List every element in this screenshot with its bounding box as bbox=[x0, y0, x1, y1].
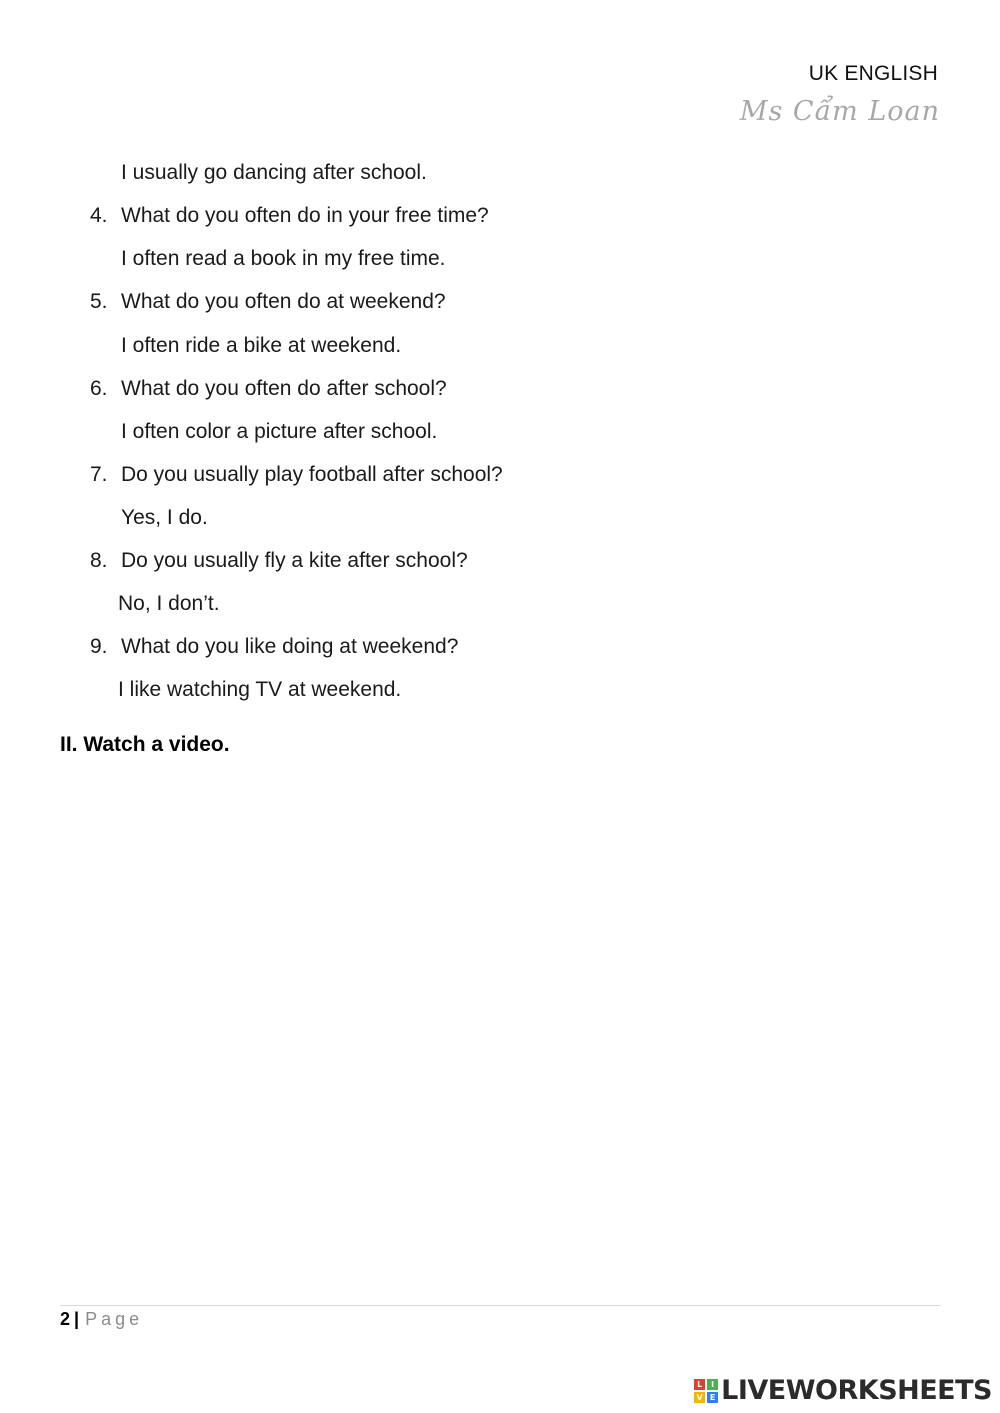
answer-line-5: I often ride a bike at weekend. bbox=[121, 334, 402, 357]
answer-line-6: I often color a picture after school. bbox=[121, 420, 438, 443]
question-line-6: What do you often do after school? bbox=[121, 377, 447, 400]
question-number-9: 9. bbox=[90, 635, 108, 658]
page-footer bbox=[60, 1309, 143, 1330]
section-heading: II. Watch a video. bbox=[60, 733, 230, 756]
liveworksheets-wordmark: LIVEWORKSHEETS bbox=[721, 1375, 992, 1406]
liveworksheets-brand[interactable] bbox=[694, 1375, 992, 1406]
liveworksheets-logo-icon bbox=[694, 1379, 718, 1403]
question-number-4: 4. bbox=[90, 204, 108, 227]
page-label: Page bbox=[85, 1309, 144, 1329]
answer-line-7: Yes, I do. bbox=[121, 506, 208, 529]
question-line-8: Do you usually fly a kite after school? bbox=[121, 549, 468, 572]
header-title: UK ENGLISH bbox=[808, 62, 938, 85]
footer-separator: | bbox=[74, 1309, 80, 1329]
header-author-signature: Ms Cẩm Loan bbox=[739, 96, 940, 127]
question-number-7: 7. bbox=[90, 463, 108, 486]
answer-line-3: I usually go dancing after school. bbox=[121, 161, 427, 184]
question-line-5: What do you often do at weekend? bbox=[121, 290, 446, 313]
logo-letter: I bbox=[707, 1379, 718, 1390]
question-line-4: What do you often do in your free time? bbox=[121, 204, 489, 227]
logo-letter: L bbox=[694, 1379, 705, 1390]
answer-line-9: I like watching TV at weekend. bbox=[118, 678, 402, 701]
question-number-8: 8. bbox=[90, 549, 108, 572]
question-line-9: What do you like doing at weekend? bbox=[121, 635, 459, 658]
logo-letter: E bbox=[707, 1392, 718, 1403]
answer-line-4: I often read a book in my free time. bbox=[121, 247, 446, 270]
footer-divider bbox=[60, 1305, 941, 1306]
answer-line-8: No, I don’t. bbox=[118, 592, 220, 615]
question-line-7: Do you usually play football after school? bbox=[121, 463, 503, 486]
logo-letter: V bbox=[694, 1392, 705, 1403]
question-number-5: 5. bbox=[90, 290, 108, 313]
question-number-6: 6. bbox=[90, 377, 108, 400]
page-number: 2 bbox=[60, 1309, 71, 1329]
